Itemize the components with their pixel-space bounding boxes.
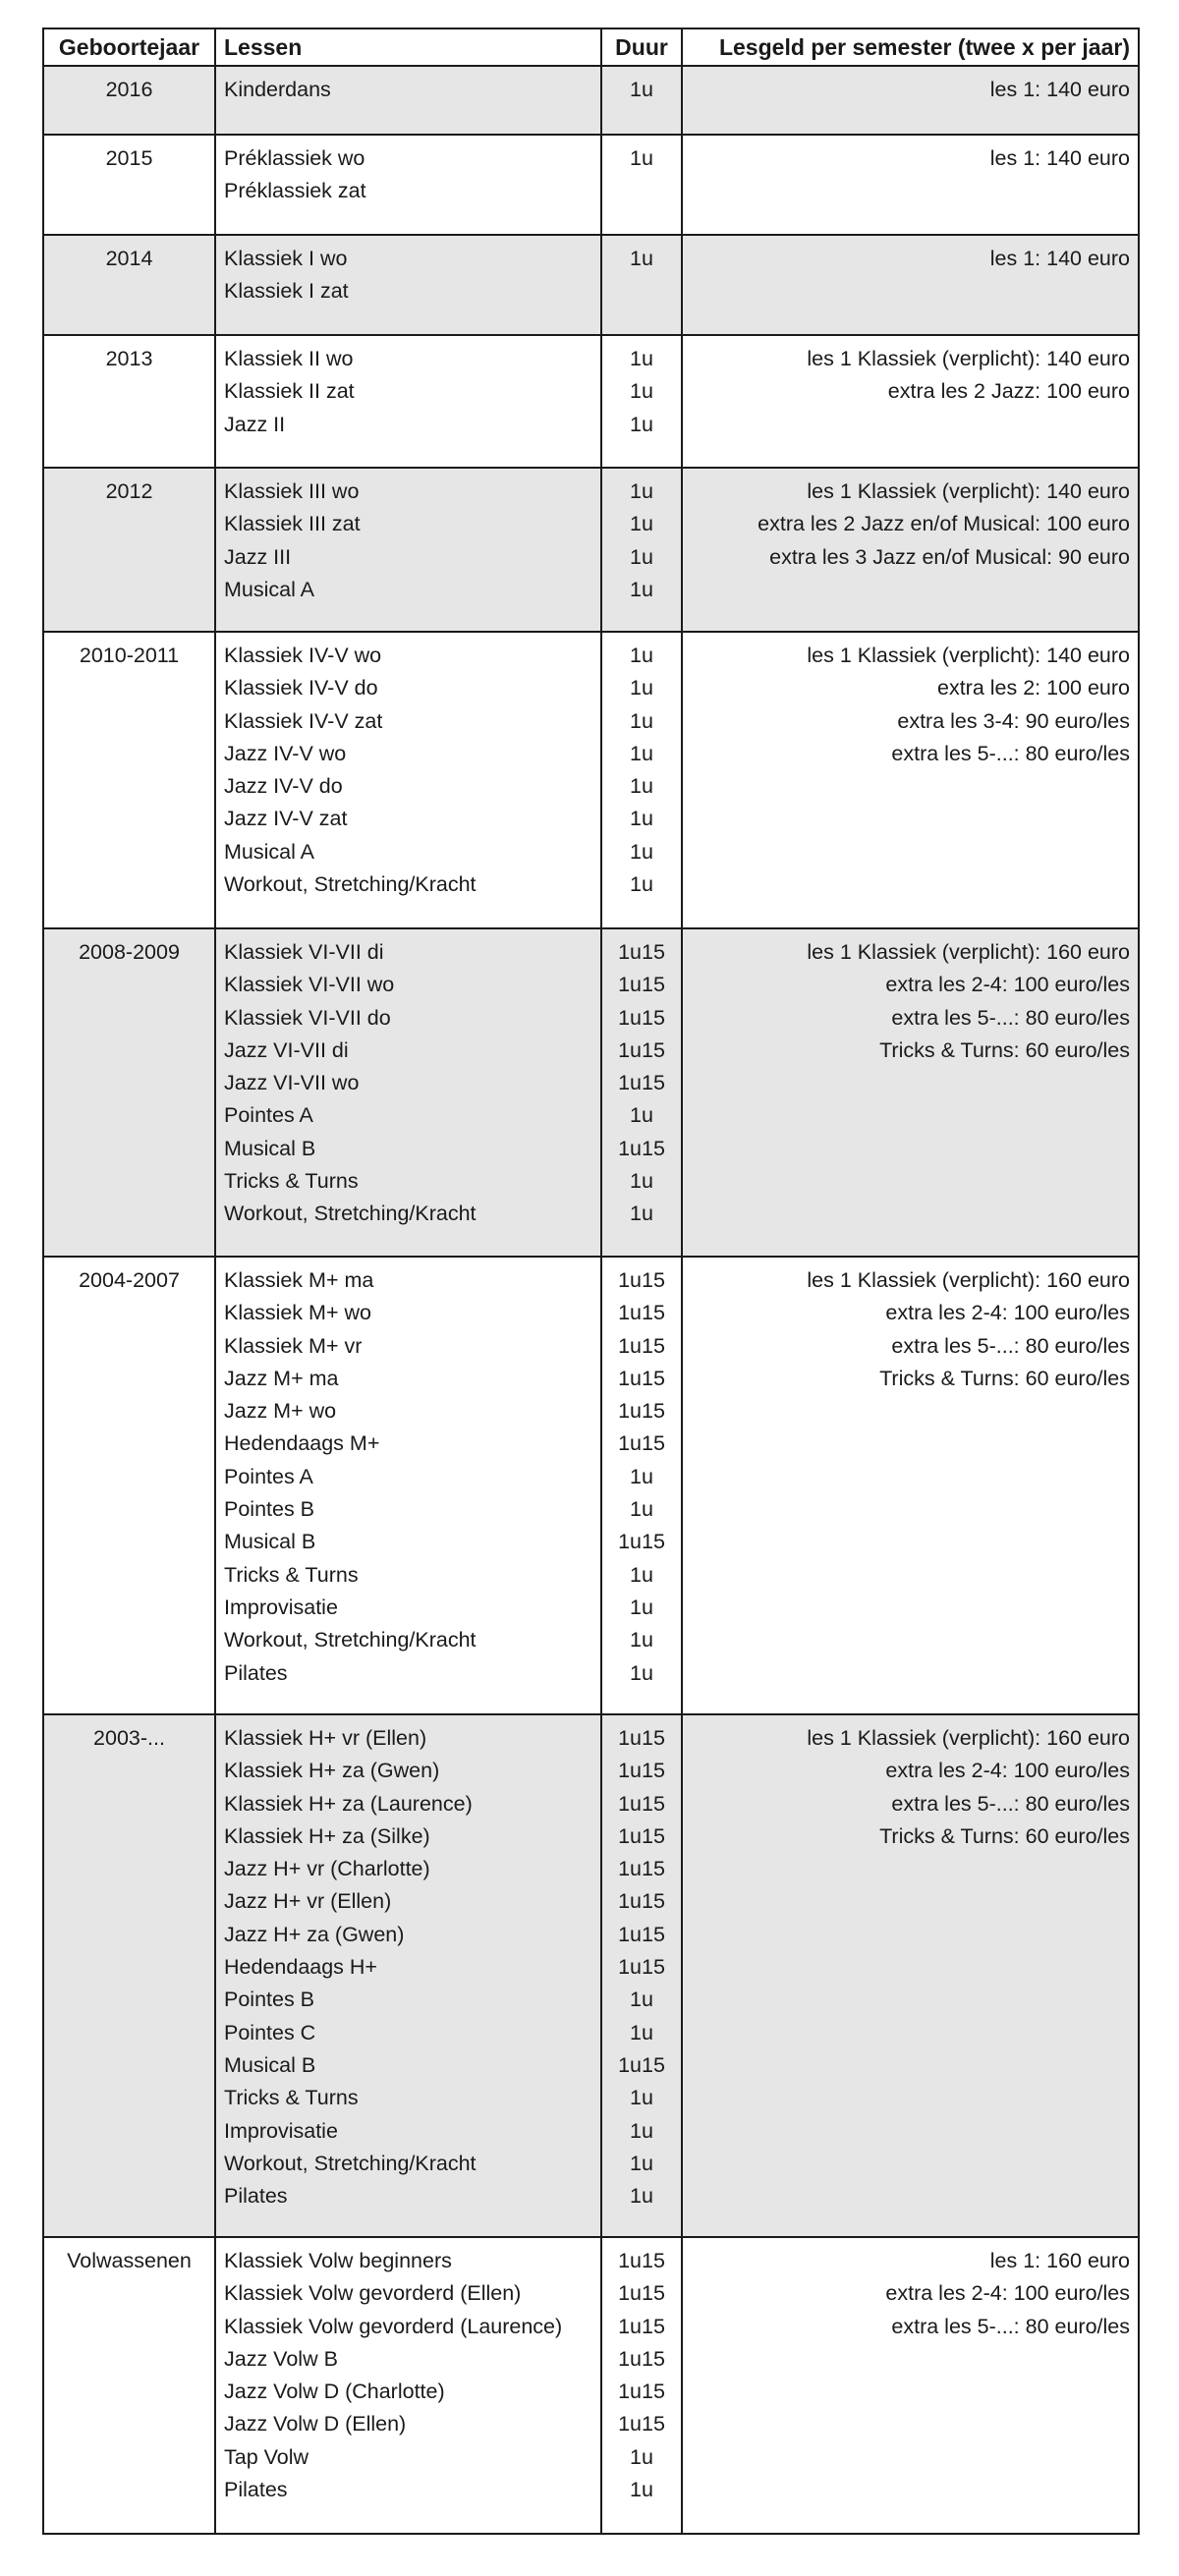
fee-line: les 1 Klassiek (verplicht): 140 euro <box>807 479 1130 503</box>
classes-cell <box>215 1257 601 1714</box>
fee-line: extra les 5-...: 80 euro/les <box>891 1005 1130 1030</box>
class-duration: 1u15 <box>618 1136 665 1160</box>
fee-line: les 1: 160 euro <box>989 2249 1130 2272</box>
fee-line: extra les 2: 100 euro <box>936 676 1130 700</box>
class-duration: 1u15 <box>618 1301 665 1325</box>
class-name: Pointes B <box>224 1497 315 1522</box>
class-name: Klassiek M+ ma <box>224 1268 374 1292</box>
fee-cell <box>682 1714 1139 2237</box>
duration-cell <box>601 66 682 135</box>
class-duration: 1u15 <box>618 2412 665 2436</box>
classes-cell <box>215 632 601 928</box>
fee-line: Tricks & Turns: 60 euro/les <box>879 1366 1130 1390</box>
class-duration: 1u <box>630 644 653 667</box>
duration-cell <box>601 235 682 335</box>
fee-line: extra les 5-...: 80 euro/les <box>891 2314 1130 2338</box>
table-row <box>43 1714 1139 2237</box>
classes-cell <box>215 2237 601 2534</box>
fee-cell <box>682 468 1139 632</box>
header-lessen: Lessen <box>215 28 601 66</box>
fee-line: extra les 2-4: 100 euro/les <box>885 1301 1130 1325</box>
class-duration: 1u <box>630 379 653 404</box>
fee-cell <box>682 235 1139 335</box>
class-duration: 1u <box>630 2184 653 2209</box>
class-name: Kinderdans <box>224 78 331 101</box>
birth-year-cell <box>43 135 215 235</box>
birth-year: 2003-... <box>93 1726 165 1750</box>
class-duration: 1u15 <box>618 1823 665 1848</box>
birth-year: 2010-2011 <box>79 644 180 667</box>
class-name: Klassiek Volw beginners <box>224 2249 452 2272</box>
header-lesgeld: Lesgeld per semester (twee x per jaar) <box>682 28 1139 66</box>
class-duration: 1u15 <box>618 1889 665 1914</box>
class-name: Jazz M+ wo <box>224 1399 337 1424</box>
class-duration: 1u15 <box>618 940 665 964</box>
class-name: Musical B <box>224 2052 316 2077</box>
class-name: Jazz III <box>224 544 292 569</box>
class-name: Klassiek M+ wo <box>224 1301 371 1325</box>
class-duration: 1u15 <box>618 1005 665 1030</box>
birth-year-cell <box>43 2237 215 2534</box>
classes-cell <box>215 928 601 1257</box>
class-name: Pilates <box>224 1660 288 1685</box>
class-duration: 1u15 <box>618 1071 665 1095</box>
class-name: Tricks & Turns <box>224 1562 359 1587</box>
class-duration: 1u <box>630 1103 653 1128</box>
table-body <box>43 66 1139 2534</box>
class-duration: 1u15 <box>618 2346 665 2371</box>
class-name: Hedendaags M+ <box>224 1431 380 1456</box>
class-duration: 1u <box>630 1628 653 1652</box>
class-name: Jazz H+ za (Gwen) <box>224 1922 405 1946</box>
class-duration: 1u15 <box>618 1857 665 1881</box>
fee-line: extra les 2-4: 100 euro/les <box>885 973 1130 997</box>
class-duration: 1u15 <box>618 1922 665 1946</box>
fee-line: extra les 5-...: 80 euro/les <box>891 741 1130 765</box>
class-duration: 1u <box>630 347 653 370</box>
birth-year: 2008-2009 <box>79 940 180 964</box>
birth-year: 2014 <box>105 247 153 270</box>
fee-cell <box>682 66 1139 135</box>
class-duration: 1u <box>630 544 653 569</box>
class-name: Workout, Stretching/Kracht <box>224 872 477 897</box>
duration-cell <box>601 335 682 468</box>
fee-line: extra les 2-4: 100 euro/les <box>885 1759 1130 1783</box>
class-name: Klassiek H+ vr (Ellen) <box>224 1726 427 1750</box>
class-name: Klassiek Volw gevorderd (Ellen) <box>224 2281 522 2306</box>
table-row <box>43 928 1139 1257</box>
class-duration: 1u <box>630 708 653 733</box>
class-duration: 1u <box>630 676 653 700</box>
birth-year: 2016 <box>105 78 153 101</box>
class-name: Jazz VI-VII wo <box>224 1071 360 1095</box>
fee-line: les 1 Klassiek (verplicht): 140 euro <box>807 347 1130 370</box>
class-name: Jazz Volw D (Charlotte) <box>224 2380 445 2404</box>
tuition-table <box>42 28 1140 2535</box>
class-duration: 1u <box>630 78 653 101</box>
class-name: Klassiek VI-VII do <box>224 1005 391 1030</box>
class-duration: 1u15 <box>618 2281 665 2306</box>
fee-line: les 1 Klassiek (verplicht): 140 euro <box>807 644 1130 667</box>
class-duration: 1u15 <box>618 1037 665 1062</box>
fee-cell <box>682 632 1139 928</box>
fee-line: les 1 Klassiek (verplicht): 160 euro <box>807 1726 1130 1750</box>
class-name: Klassiek H+ za (Laurence) <box>224 1791 473 1816</box>
class-name: Jazz H+ vr (Charlotte) <box>224 1857 430 1881</box>
table-row <box>43 1257 1139 1714</box>
birth-year: Volwassenen <box>67 2249 192 2272</box>
class-duration: 1u15 <box>618 1759 665 1783</box>
table-row <box>43 335 1139 468</box>
class-name: Tricks & Turns <box>224 1169 359 1194</box>
table-row <box>43 235 1139 335</box>
birth-year-cell <box>43 468 215 632</box>
fee-cell <box>682 2237 1139 2534</box>
birth-year-cell <box>43 1714 215 2237</box>
fee-line: extra les 5-...: 80 euro/les <box>891 1791 1130 1816</box>
fee-cell <box>682 1257 1139 1714</box>
class-duration: 1u <box>630 807 653 831</box>
class-name: Klassiek I zat <box>224 279 349 304</box>
class-duration: 1u15 <box>618 1333 665 1358</box>
class-duration: 1u15 <box>618 1366 665 1390</box>
fee-line: Tricks & Turns: 60 euro/les <box>879 1823 1130 1848</box>
class-name: Tricks & Turns <box>224 2086 359 2110</box>
class-duration: 1u15 <box>618 973 665 997</box>
class-name: Klassiek I wo <box>224 247 348 270</box>
classes-cell <box>215 1714 601 2237</box>
class-name: Préklassiek zat <box>224 179 366 203</box>
class-duration: 1u <box>630 1169 653 1194</box>
class-name: Pointes A <box>224 1103 313 1128</box>
class-duration: 1u15 <box>618 1530 665 1554</box>
fee-cell <box>682 335 1139 468</box>
class-duration: 1u <box>630 412 653 436</box>
class-name: Jazz IV-V zat <box>224 807 348 831</box>
class-name: Klassiek II zat <box>224 379 355 404</box>
class-name: Klassiek VI-VII wo <box>224 973 395 997</box>
class-duration: 1u15 <box>618 1791 665 1816</box>
birth-year-cell <box>43 335 215 468</box>
class-duration: 1u <box>630 1497 653 1522</box>
header-geboortejaar: Geboortejaar <box>43 28 215 66</box>
class-name: Workout, Stretching/Kracht <box>224 1202 477 1226</box>
class-duration: 1u <box>630 146 653 170</box>
fee-line: les 1 Klassiek (verplicht): 160 euro <box>807 1268 1130 1292</box>
birth-year: 2015 <box>105 146 153 170</box>
class-name: Pointes C <box>224 2020 316 2044</box>
class-name: Klassiek Volw gevorderd (Laurence) <box>224 2314 563 2338</box>
birth-year-cell <box>43 235 215 335</box>
class-duration: 1u <box>630 512 653 536</box>
class-name: Klassiek III zat <box>224 512 361 536</box>
fee-cell <box>682 135 1139 235</box>
class-name: Klassiek IV-V wo <box>224 644 382 667</box>
class-duration: 1u <box>630 2118 653 2143</box>
fee-line: extra les 2 Jazz: 100 euro <box>887 379 1130 404</box>
birth-year: 2012 <box>105 479 153 503</box>
class-name: Klassiek VI-VII di <box>224 940 384 964</box>
class-duration: 1u <box>630 2086 653 2110</box>
class-name: Tap Volw <box>224 2444 309 2469</box>
duration-cell <box>601 632 682 928</box>
class-duration: 1u <box>630 2020 653 2044</box>
birth-year-cell <box>43 928 215 1257</box>
class-duration: 1u <box>630 479 653 503</box>
fee-line: les 1: 140 euro <box>989 78 1130 101</box>
classes-cell <box>215 135 601 235</box>
duration-cell <box>601 1714 682 2237</box>
table-row <box>43 632 1139 928</box>
class-name: Jazz Volw B <box>224 2346 338 2371</box>
class-name: Musical A <box>224 839 315 864</box>
class-name: Hedendaags H+ <box>224 1955 377 1980</box>
class-name: Workout, Stretching/Kracht <box>224 1628 477 1652</box>
duration-cell <box>601 2237 682 2534</box>
classes-cell <box>215 66 601 135</box>
class-name: Jazz IV-V wo <box>224 741 347 765</box>
duration-cell <box>601 1257 682 1714</box>
birth-year-cell <box>43 632 215 928</box>
class-duration: 1u <box>630 2444 653 2469</box>
class-name: Klassiek IV-V do <box>224 676 378 700</box>
class-name: Musical A <box>224 577 315 601</box>
class-name: Workout, Stretching/Kracht <box>224 2151 477 2175</box>
class-name: Pilates <box>224 2184 288 2209</box>
header-row <box>43 28 1139 66</box>
class-name: Klassiek M+ vr <box>224 1333 363 1358</box>
class-duration: 1u <box>630 247 653 270</box>
class-name: Improvisatie <box>224 1595 338 1619</box>
fee-line: les 1: 140 euro <box>989 146 1130 170</box>
class-duration: 1u15 <box>618 2380 665 2404</box>
class-duration: 1u <box>630 839 653 864</box>
class-name: Jazz H+ vr (Ellen) <box>224 1889 392 1914</box>
table-row <box>43 468 1139 632</box>
birth-year-cell <box>43 1257 215 1714</box>
class-duration: 1u <box>630 1660 653 1685</box>
class-duration: 1u15 <box>618 1431 665 1456</box>
classes-cell <box>215 335 601 468</box>
class-name: Improvisatie <box>224 2118 338 2143</box>
class-duration: 1u <box>630 1988 653 2012</box>
class-name: Jazz Volw D (Ellen) <box>224 2412 407 2436</box>
class-duration: 1u15 <box>618 2249 665 2272</box>
class-name: Pilates <box>224 2478 288 2502</box>
class-duration: 1u15 <box>618 1726 665 1750</box>
birth-year: 2004-2007 <box>79 1268 180 1292</box>
class-duration: 1u <box>630 774 653 799</box>
class-duration: 1u <box>630 741 653 765</box>
class-name: Musical B <box>224 1136 316 1160</box>
class-name: Klassiek II wo <box>224 347 354 370</box>
class-name: Jazz II <box>224 412 286 436</box>
class-name: Jazz IV-V do <box>224 774 343 799</box>
class-name: Pointes B <box>224 1988 315 2012</box>
class-duration: 1u <box>630 2151 653 2175</box>
class-duration: 1u15 <box>618 1399 665 1424</box>
class-name: Pointes A <box>224 1464 313 1488</box>
fee-line: les 1: 140 euro <box>989 247 1130 270</box>
class-duration: 1u <box>630 1595 653 1619</box>
class-name: Jazz M+ ma <box>224 1366 339 1390</box>
fee-line: Tricks & Turns: 60 euro/les <box>879 1037 1130 1062</box>
header-duur: Duur <box>601 28 682 66</box>
class-duration: 1u15 <box>618 2314 665 2338</box>
fee-line: extra les 3-4: 90 euro/les <box>897 708 1130 733</box>
fee-line: les 1 Klassiek (verplicht): 160 euro <box>807 940 1130 964</box>
class-duration: 1u <box>630 1464 653 1488</box>
table-row <box>43 66 1139 135</box>
class-name: Musical B <box>224 1530 316 1554</box>
fee-line: extra les 5-...: 80 euro/les <box>891 1333 1130 1358</box>
class-duration: 1u <box>630 577 653 601</box>
fee-line: extra les 3 Jazz en/of Musical: 90 euro <box>769 544 1130 569</box>
duration-cell <box>601 468 682 632</box>
fee-line: extra les 2-4: 100 euro/les <box>885 2281 1130 2306</box>
duration-cell <box>601 135 682 235</box>
table-row <box>43 135 1139 235</box>
classes-cell <box>215 468 601 632</box>
class-name: Jazz VI-VII di <box>224 1037 349 1062</box>
class-name: Klassiek III wo <box>224 479 360 503</box>
table-row <box>43 2237 1139 2534</box>
class-duration: 1u <box>630 1562 653 1587</box>
class-name: Préklassiek wo <box>224 146 365 170</box>
class-duration: 1u <box>630 2478 653 2502</box>
class-duration: 1u15 <box>618 1955 665 1980</box>
class-duration: 1u15 <box>618 1268 665 1292</box>
class-duration: 1u15 <box>618 2052 665 2077</box>
duration-cell <box>601 928 682 1257</box>
class-name: Klassiek IV-V zat <box>224 708 383 733</box>
fee-line: extra les 2 Jazz en/of Musical: 100 euro <box>758 512 1130 536</box>
class-duration: 1u <box>630 872 653 897</box>
birth-year-cell <box>43 66 215 135</box>
class-duration: 1u <box>630 1202 653 1226</box>
class-name: Klassiek H+ za (Silke) <box>224 1823 430 1848</box>
fee-cell <box>682 928 1139 1257</box>
birth-year: 2013 <box>105 347 153 370</box>
classes-cell <box>215 235 601 335</box>
class-name: Klassiek H+ za (Gwen) <box>224 1759 440 1783</box>
